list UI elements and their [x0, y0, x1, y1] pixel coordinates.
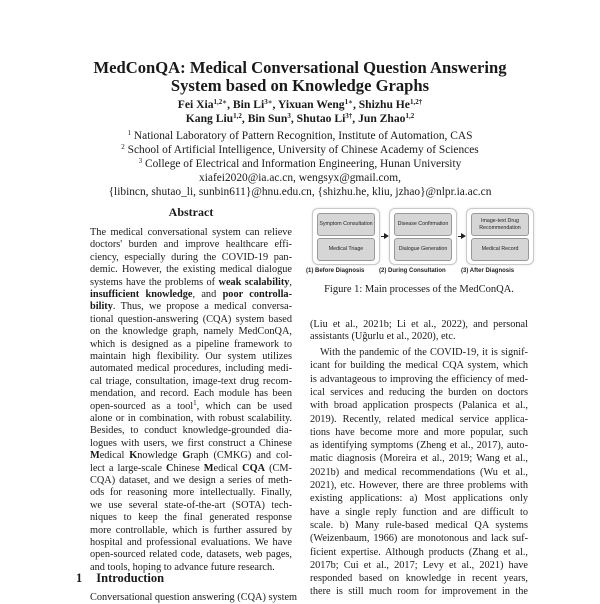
process-stage-box [466, 208, 534, 265]
affiliation-line [0, 144, 600, 156]
text-line: alone or in combination, with robust scalability. [90, 413, 292, 424]
text-run: (CM- [265, 462, 292, 474]
text-line: niques to keep the final generated response [90, 512, 292, 524]
author-affiliation-mark: 1∗ [344, 98, 353, 106]
text-line: doctors' burden and improve healthcare effi- [90, 239, 292, 251]
text-line: tional question-answering (CQA) system based [90, 313, 292, 325]
figure-caption: Figure 1: Main processes of the MedConQA. [324, 284, 514, 295]
text-line: (Liu et al., 2021b; Li et al., 2022), and personal [310, 319, 528, 330]
text-line: logues with users, we first construct a Chinese [90, 437, 292, 449]
bold-term: CQA [242, 462, 266, 474]
affiliation-text: School of Artificial Intelligence, University of Chinese Academy of Sciences [124, 144, 479, 156]
paper-title-line-2: System based on Knowledge Graphs [170, 76, 430, 95]
section-heading-introduction [76, 571, 164, 586]
author-affiliation-mark: 3∗ [264, 98, 273, 106]
text-line: we use several state-of-the-art (SOTA) tech- [90, 499, 292, 511]
text-line: on the knowledge graph, namely MedConQA, [90, 326, 292, 338]
text-line: automated medical procedures, including medi- [90, 363, 292, 375]
text-run: hinese [173, 462, 204, 474]
text-line: there is still much room for improvement in the [310, 586, 528, 598]
author-affiliation-mark: 1,2 [233, 112, 242, 120]
text-line: With the pandemic of the COVID-19, it is signif- [320, 347, 528, 358]
text-run: raph (CMKG) and col- [190, 450, 293, 462]
text-line: ciency, especially during the COVID-19 pan- [90, 251, 292, 263]
bold-term: M [203, 462, 214, 474]
affiliation-number: 1 [127, 129, 132, 137]
bold-term: insufficient knowledge [90, 289, 193, 300]
bold-term: bility [90, 301, 113, 313]
text-line: demic. However, the existing medical dialogue [90, 264, 292, 276]
abstract-heading: Abstract [168, 205, 214, 219]
text-line: 2017b; Cui et al., 2017; Levy et al., 2021) have [310, 559, 528, 571]
text-line: open-sourced related code, datasets, web pages, [90, 549, 292, 561]
text-run: open-sourced as a tool [90, 400, 194, 412]
text-run: , and [192, 289, 223, 300]
text-line: 2019). Recently, related medical service applica- [310, 413, 528, 425]
author-name: Jun Zhao [358, 112, 406, 125]
text-line: icant for building the medical CQA system, which [310, 360, 528, 372]
text-line: matic diagnosis (Moreira et al., 2019; Wang et al., [310, 453, 528, 465]
text-line: ical services and reducing the burden on doctors [310, 386, 528, 398]
text-line [90, 277, 292, 289]
text-run: . Thus, we propose a medical conversa- [112, 301, 292, 313]
process-step-box: Medical Record [471, 238, 529, 261]
text-line: ods for reasoning more intellectually. Finally, [90, 487, 292, 499]
text-line [90, 398, 292, 413]
process-step-box: Dialogue Generation [394, 238, 452, 261]
bold-term: K [129, 450, 138, 462]
process-step-box: Symptom Consultation [317, 213, 375, 236]
affiliation-text: National Laboratory of Pattern Recognition, Institute of Automation, CAS [131, 130, 473, 142]
text-line: cal triage, consultation, image-text drug recom- [90, 375, 292, 387]
section-number: 1 [76, 571, 83, 585]
text-line: existing applications: a) Most applications only [310, 493, 528, 505]
footnote-mark: 1 [193, 398, 197, 407]
text-line: responded based on knowledge in recent years, [310, 573, 528, 585]
author-name: Shutao Li [296, 112, 346, 125]
text-line: have a single reply function and are difficult to [310, 506, 528, 518]
author-affiliation-mark: 1,2∗ [213, 98, 228, 106]
process-stage-box [389, 208, 457, 265]
text-run: , which can be used [196, 400, 292, 412]
text-line: scale. b) Many rule-based medical QA systems [310, 519, 528, 531]
process-stage-box [312, 208, 380, 265]
author-name: Yixuan Weng [277, 98, 345, 111]
text-line [90, 289, 292, 301]
process-step-box: Disease Confirmation [394, 213, 452, 236]
bold-term: weak scalability [218, 276, 290, 288]
process-step-box: Image-text Drug Recommendation [471, 213, 529, 236]
process-stage-label: (2) During Consultation [379, 268, 446, 274]
paper-title-line-1: MedConQA: Medical Conversational Question Answering [93, 58, 507, 77]
text-line [90, 463, 292, 475]
arrow-right-icon [381, 236, 388, 237]
text-line: with broad application prospects (Palanica et al., [310, 400, 528, 412]
text-line: tions have become more and more popular, such [310, 426, 528, 438]
text-line: The medical conversational system can relieve [90, 227, 292, 238]
text-line: assistants (Uğurlu et al., 2020), etc. [310, 331, 456, 343]
text-run: systems have the problems of [90, 276, 219, 288]
process-step-box: Medical Triage [317, 238, 375, 261]
bold-term: poor controlla- [222, 289, 293, 300]
author-name: Shizhu He [358, 98, 410, 111]
authors-line-1: Fei Xia$^{1,2∗}$, Bin $Li^{3∗}$, Yixuan Weng$^{1∗}$, Shizhu $He^{1,2\dagger}$ [177, 98, 423, 111]
author-name: Bin Sun [247, 112, 288, 125]
author-name: Fei Xia [177, 98, 214, 111]
text-line: Conversational question answering (CQA) system [90, 592, 298, 603]
author-affiliation-mark: 3† [345, 112, 353, 120]
authors-line-2: Kang Liu$^{1,2}$, Bin Sun$^3$, Shutao $Li^{3\dagger}$, Jun Zhao$^{1,2}$ [185, 112, 415, 125]
text-line: 2021), etc. However, there are three problems with [310, 480, 528, 491]
text-line: ficient expertise. Although products (Zhang et al., [310, 546, 528, 558]
text-run: lect a large-scale [90, 462, 166, 474]
author-name: Bin Li [232, 98, 265, 111]
affiliation-number: 3 [138, 157, 143, 165]
author-name: Kang Liu [185, 112, 234, 125]
text-line: hospital and professional evaluations. We have [90, 537, 292, 548]
text-run: , [289, 276, 292, 288]
text-line [90, 301, 292, 313]
bold-term: G [182, 450, 191, 462]
author-affiliation-mark: 1,2† [409, 98, 423, 106]
text-line: as identifying symptoms (Zheng et al., 2017), auto- [310, 440, 528, 452]
email-line-2: {libincn, shutao_li, sunbin611}@hnu.edu.cn, {shizhu.he, kliu, jzhao}@nlpr.ia.ac.cn [108, 186, 492, 198]
text-line: mendation, and record. Each module has been [90, 388, 292, 400]
text-line: (Weizenbaum, 1966) are monotonous and lack suf- [310, 533, 528, 545]
affiliation-line [0, 158, 600, 170]
text-run: nowledge [137, 450, 183, 462]
text-line: maintain high flexibility. Our system utilizes [90, 351, 292, 362]
bold-term: M [90, 450, 100, 462]
bold-term: C [166, 462, 174, 474]
text-line: Besides, to conduct knowledge-grounded dia- [90, 425, 292, 437]
author-affiliation-mark: 1,2 [405, 112, 415, 120]
text-run: edical [213, 462, 243, 474]
text-line: which is designed as a pipeline framework to [90, 338, 292, 350]
text-line: 2021b) and medical recommendations (Wu et al., [310, 466, 528, 478]
text-line: and tools, hoping to advance future research. [90, 561, 275, 573]
text-line [90, 450, 292, 462]
text-line: CQA) dataset, and we design a series of meth- [90, 475, 292, 486]
affiliation-number: 2 [121, 143, 125, 151]
text-line: more controllable, which is further assured by [90, 524, 292, 536]
email-line-1: xiafei2020@ia.ac.cn, wengsyx@gmail.com, [199, 172, 401, 184]
section-title: Introduction [96, 571, 165, 585]
text-run: edical [99, 450, 130, 462]
affiliation-line [0, 130, 600, 142]
author-affiliation-mark: 3 [287, 112, 291, 120]
process-stage-label: (3) After Diagnosis [461, 268, 515, 274]
process-stage-label: (1) Before Diagnosis [306, 268, 365, 274]
affiliation-text: College of Electrical and Information Engineering, Hunan University [142, 158, 462, 170]
arrow-right-icon [458, 236, 465, 237]
text-line: is advantageous to improving the efficiency of med- [310, 373, 528, 385]
